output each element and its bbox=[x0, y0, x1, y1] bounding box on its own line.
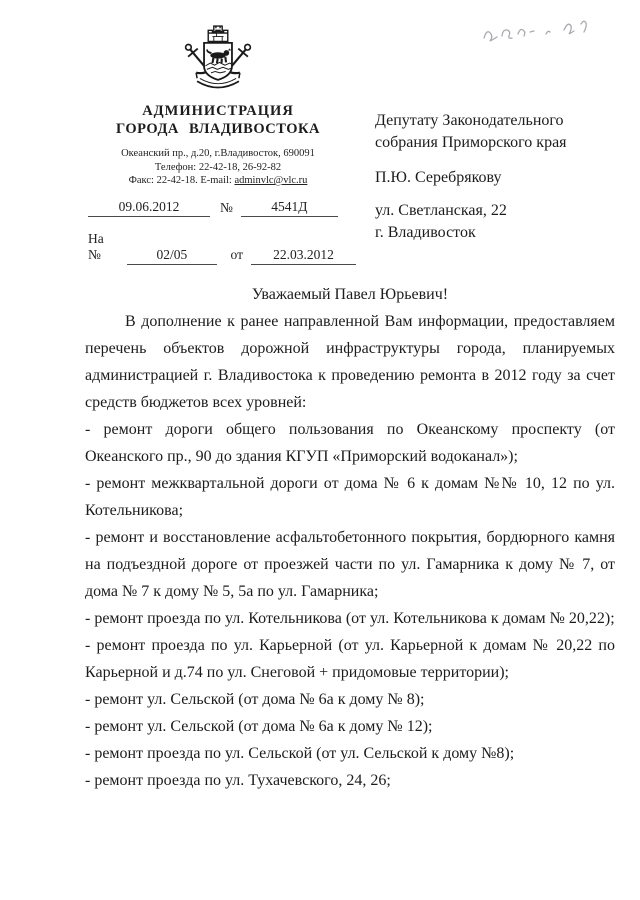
org-name-line2: ГОРОДА ВЛАДИВОСТОКА bbox=[115, 121, 321, 137]
list-item: - ремонт и восстановление асфальтобетонного покрытия, бордюрного камня на подъездной дороге от проезжей части по ул. Гамарника к дому № 7, от дома № 7 к дому № 5, 5а по ул. Гамарника; bbox=[85, 529, 615, 600]
handwritten-note-icon bbox=[478, 12, 608, 59]
org-contact-block bbox=[80, 147, 356, 188]
list-item: - ремонт проезда по ул. Котельникова (от ул. Котельникова к домам № 20,22); bbox=[85, 610, 615, 627]
doc-number-row bbox=[88, 199, 356, 217]
org-address: Океанский пр., д.20, г.Владивосток, 690091 bbox=[121, 148, 315, 159]
ref-number-field: 02/05 bbox=[127, 247, 216, 265]
coat-of-arms-icon bbox=[183, 24, 253, 98]
recipient-address-line2: г. Владивосток bbox=[375, 224, 476, 241]
org-phone: Телефон: 22-42-18, 26-92-82 bbox=[154, 161, 282, 173]
recipient-name: П.Ю. Серебрякову bbox=[375, 169, 502, 186]
salutation: Уважаемый Павел Юрьевич! bbox=[251, 286, 449, 303]
list-item: - ремонт дороги общего пользования по Океанскому проспекту (от Океанского пр., 90 до здания КГУП «Приморский водоканал»); bbox=[85, 421, 615, 465]
recipient-address-line1: ул. Светланская, 22 bbox=[375, 202, 507, 219]
ref-label: На № bbox=[88, 231, 104, 262]
letterhead bbox=[80, 24, 356, 188]
ref-date-field: 22.03.2012 bbox=[251, 247, 356, 265]
list-item: - ремонт ул. Сельской (от дома № 6а к дому № 8); bbox=[85, 691, 425, 708]
doc-date-field: 09.06.2012 bbox=[88, 199, 210, 217]
ref-from-label: от bbox=[230, 247, 244, 262]
letter-body bbox=[85, 281, 615, 794]
list-item: - ремонт проезда по ул. Тухачевского, 24, 26; bbox=[85, 772, 391, 789]
org-name-line1: АДМИНИСТРАЦИЯ bbox=[142, 103, 294, 119]
fax-label: Факс: 22-42-18. E-mail: bbox=[128, 175, 235, 186]
number-sign: № bbox=[220, 200, 233, 215]
recipient-block bbox=[375, 110, 615, 244]
list-item: - ремонт проезда по ул. Карьерной (от ул. Карьерной к домам № 20,22 по Карьерной и д.74 по ул. Снеговой + придомовые территории); bbox=[85, 637, 615, 681]
org-email: adminvlc@vlc.ru bbox=[234, 175, 308, 186]
list-item: - ремонт проезда по ул. Сельской (от ул. Сельской к дому №8); bbox=[85, 745, 515, 762]
doc-ref-row bbox=[88, 231, 356, 265]
intro-paragraph: В дополнение к ранее направленной Вам информации, предоставляем перечень объектов дорожной инфраструктуры города, планируемых администрацией г. Владивостока к проведению ремонта в 2012 году за счет средств бюджетов всех уровней: bbox=[85, 313, 615, 411]
recipient-title-line1: Депутату Законодательного bbox=[375, 112, 564, 129]
org-fax-email bbox=[80, 174, 356, 188]
document-meta bbox=[88, 199, 356, 265]
doc-number-field: 4541Д bbox=[241, 199, 338, 217]
recipient-title-line2: собрания Приморского края bbox=[375, 134, 567, 151]
list-item: - ремонт межквартальной дороги от дома № 6 к домам №№ 10, 12 по ул. Котельникова; bbox=[85, 475, 615, 519]
list-item: - ремонт ул. Сельской (от дома № 6а к дому № 12); bbox=[85, 718, 433, 735]
